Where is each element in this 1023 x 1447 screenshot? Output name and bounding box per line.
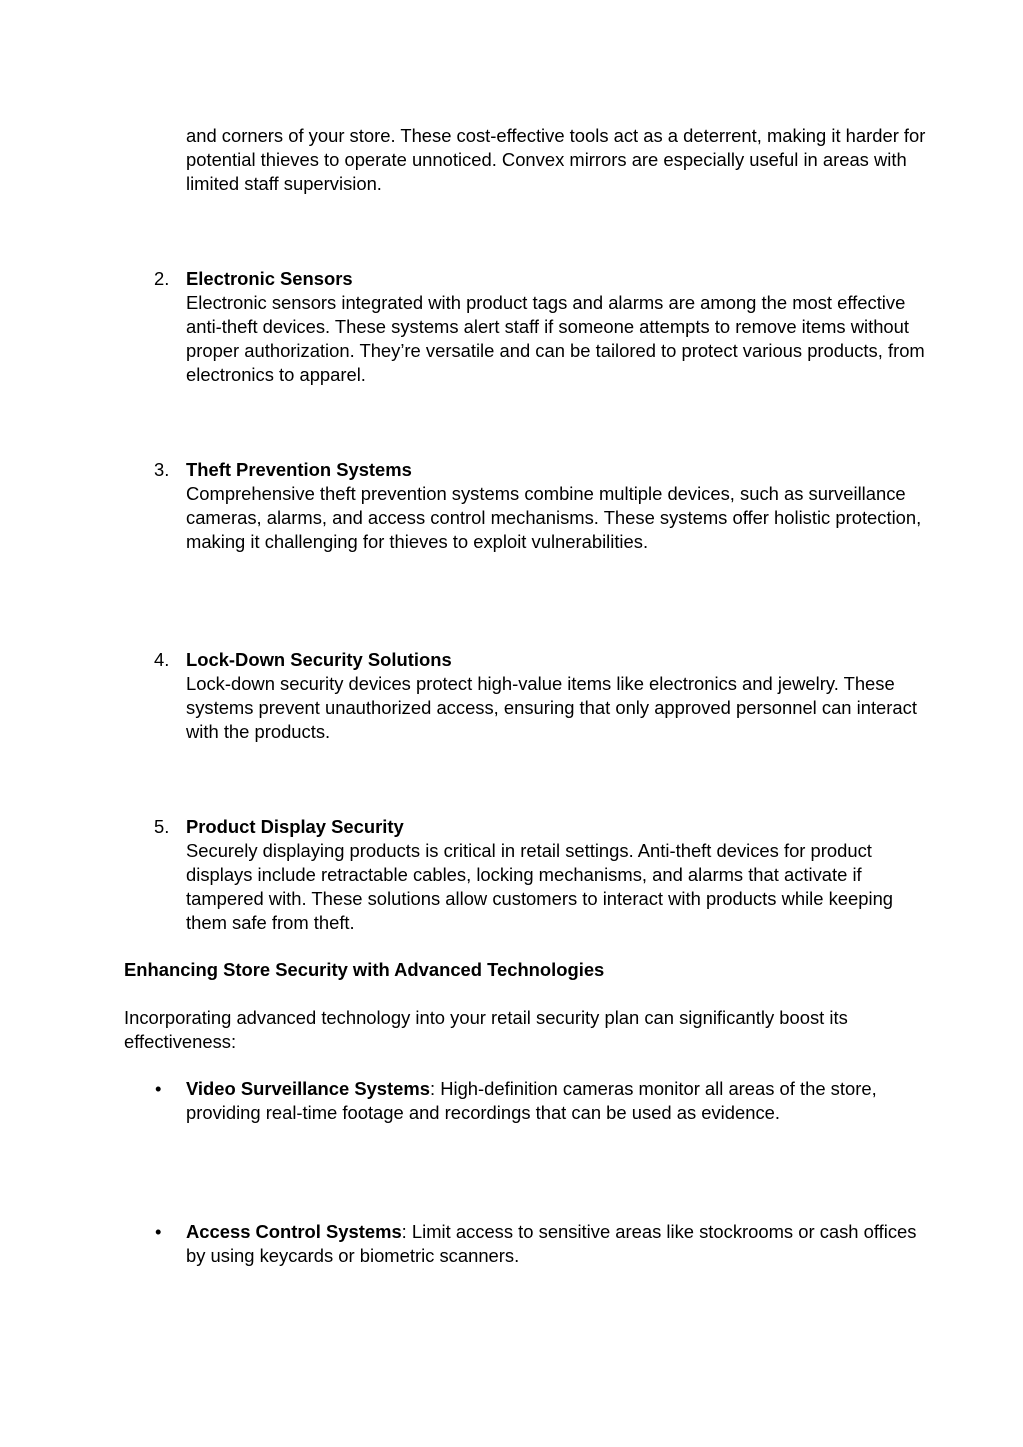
section-intro-paragraph: Incorporating advanced technology into your retail security plan can significantly boost its effectiveness: xyxy=(124,1007,848,1052)
list-item xyxy=(186,648,926,744)
list-item-body: Securely displaying products is critical in retail settings. Anti-theft devices for product displays include retractable cables, locking mechanisms, and alarms that activate if tampered with. These solutions allow customers to interact with products while keeping them safe from theft. xyxy=(186,840,894,933)
list-item-title: Product Display Security xyxy=(186,816,404,837)
bullet-item-description: : Limit access to sensitive areas like stockrooms or cash offices by using keycards or biometric scanners. xyxy=(186,1221,917,1266)
list-item-title: Electronic Sensors xyxy=(186,268,353,289)
bullet-item-term: Video Surveillance Systems xyxy=(186,1078,430,1099)
bullet-item-description: : High-definition cameras monitor all areas of the store, providing real-time footage and recordings that can be used as evidence. xyxy=(186,1078,877,1123)
list-number: 4. xyxy=(154,649,170,670)
bullet-marker: • xyxy=(155,1078,162,1099)
section-heading: Enhancing Store Security with Advanced Technologies xyxy=(124,959,605,980)
bullet-item xyxy=(186,1220,926,1268)
intro-continuation-paragraph: and corners of your store. These cost-effective tools act as a deterrent, making it harder for potential thieves to operate unnoticed. Convex mirrors are especially useful in areas with limited staff supervision. xyxy=(186,125,926,194)
list-item-body: Lock-down security devices protect high-value items like electronics and jewelry. These systems prevent unauthorized access, ensuring that only approved personnel can interact with the products. xyxy=(186,673,917,742)
list-number: 5. xyxy=(154,816,170,837)
list-item-body: Electronic sensors integrated with product tags and alarms are among the most effective anti-theft devices. These systems alert staff if someone attempts to remove items without proper authorization. They’re versatile and can be tailored to protect various products, from electronics to apparel. xyxy=(186,292,925,385)
list-number: 3. xyxy=(154,459,170,480)
bullet-item xyxy=(186,1077,926,1125)
list-item xyxy=(186,815,926,935)
list-item xyxy=(186,458,926,554)
list-item-body: Comprehensive theft prevention systems combine multiple devices, such as surveillance cameras, alarms, and access control mechanisms. These systems offer holistic protection, making it challenging for thieves to exploit vulnerabilities. xyxy=(186,483,922,552)
bullet-item-term: Access Control Systems xyxy=(186,1221,402,1242)
list-item-title: Lock-Down Security Solutions xyxy=(186,649,452,670)
list-number: 2. xyxy=(154,268,170,289)
list-item-title: Theft Prevention Systems xyxy=(186,459,412,480)
list-item xyxy=(186,267,926,387)
bullet-marker: • xyxy=(155,1221,162,1242)
